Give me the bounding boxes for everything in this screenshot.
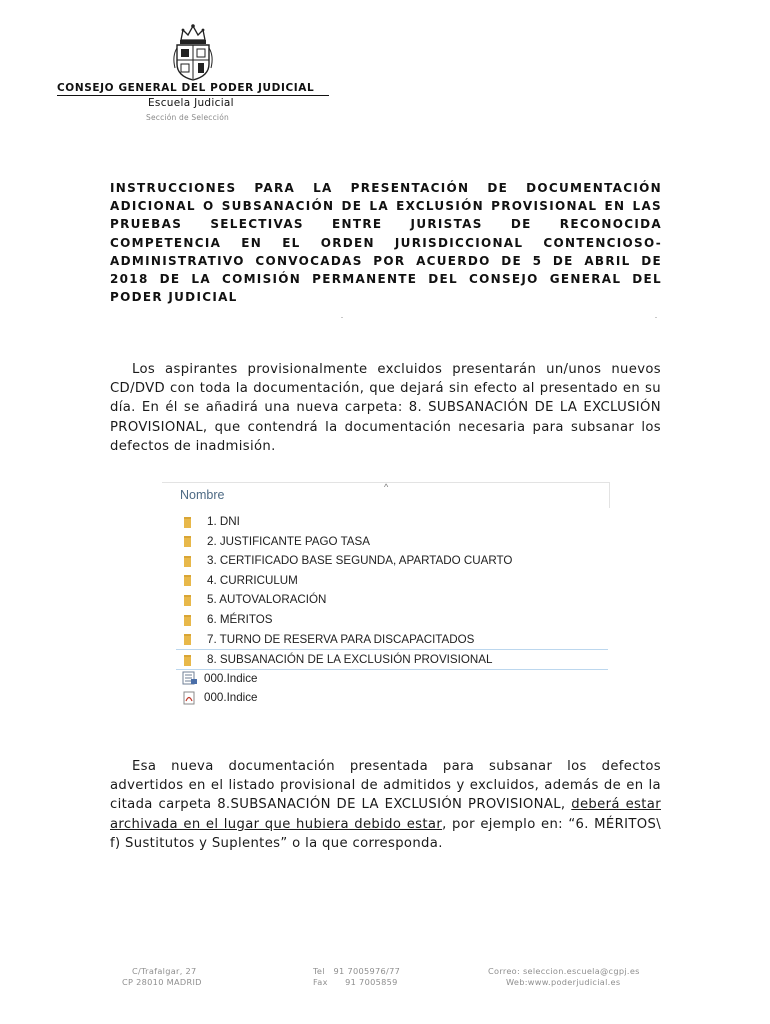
faint-mark <box>341 317 343 318</box>
footer-web: Web:www.poderjudicial.es <box>506 977 621 987</box>
file-explorer-screenshot <box>162 482 610 707</box>
footer-email: Correo: seleccion.escuela@cgpj.es <box>488 966 640 976</box>
school-name: Escuela Judicial <box>148 97 234 109</box>
sort-indicator-icon: ^ <box>384 482 389 492</box>
footer-tel: Tel 91 7005976/77 <box>313 966 401 976</box>
explorer-list-item[interactable] <box>178 551 610 570</box>
folder-icon <box>184 555 198 567</box>
paragraph-2-underlined: deberá estar archivada en el lugar que hubiera debido estar <box>110 797 661 832</box>
coat-of-arms-logo <box>171 22 215 84</box>
section-name: Sección de Selección <box>146 113 229 122</box>
paragraph-2-text: Esa nueva documentación presentada para subsanar los defectos advertidos en el listado provisional de admitidos y excluidos, además de en la citada carpeta 8.SUBSANACIÓN DE LA EXCLUSIÓN PROVISIONAL, <box>110 759 661 813</box>
footer-address-line2: CP 28010 MADRID <box>122 977 202 987</box>
explorer-item-label: 4. CURRICULUM <box>207 573 298 587</box>
explorer-header-divider <box>609 482 610 508</box>
explorer-item-label: 8. SUBSANACIÓN DE LA EXCLUSIÓN PROVISIONAL <box>207 653 493 667</box>
folder-icon <box>184 574 198 586</box>
folder-icon <box>184 654 198 666</box>
explorer-list-item[interactable] <box>178 630 610 649</box>
folder-icon <box>184 614 198 626</box>
folder-icon <box>184 594 198 606</box>
explorer-item-label: 3. CERTIFICADO BASE SEGUNDA, APARTADO CUARTO <box>207 554 513 568</box>
document-title: INSTRUCCIONES PARA LA PRESENTACIÓN DE DOCUMENTACIÓN ADICIONAL O SUBSANACIÓN DE LA EXCLUSIÓN PROVISIONAL EN LAS PRUEBAS SELECTIVAS ENTRE JURISTAS DE RECONOCIDA COMPETENCIA EN EL ORDEN JURISDICCIONAL CONTENCIOSO-ADMINISTRATIVO CONVOCADAS POR ACUERDO DE 5 DE ABRIL DE 2018 DE LA COMISIÓN PERMANENTE DEL CONSEJO GENERAL DEL PODER JUDICIAL <box>110 181 662 305</box>
document-icon <box>182 671 198 685</box>
footer-address-line1: C/Trafalgar, 27 <box>132 966 197 976</box>
explorer-list-item[interactable] <box>178 590 610 609</box>
organization-name: CONSEJO GENERAL DEL PODER JUDICIAL <box>57 82 329 96</box>
explorer-list-item[interactable] <box>178 532 610 551</box>
explorer-list-item[interactable] <box>178 688 610 707</box>
explorer-list-item[interactable] <box>178 610 610 629</box>
explorer-item-label: 000.Indice <box>204 671 258 685</box>
explorer-item-label: 7. TURNO DE RESERVA PARA DISCAPACITADOS <box>207 632 475 646</box>
explorer-list-item[interactable] <box>176 649 608 670</box>
footer-fax: Fax 91 7005859 <box>313 977 398 987</box>
explorer-item-label: 1. DNI <box>207 515 240 528</box>
paragraph-1-text: Los aspirantes provisionalmente excluidos presentarán un/unos nuevos CD/DVD con toda la documentación, que dejará sin efecto al presentado en su día. En él se añadirá una nueva carpeta: 8. SUBSANACIÓN DE LA EXCLUSIÓN PROVISIONAL, que contendrá la documentación necesaria para subsanar los defectos de inadmisión. <box>110 362 661 454</box>
explorer-item-label: 5. AUTOVALORACIÓN <box>207 593 327 607</box>
explorer-list-item[interactable] <box>178 512 610 531</box>
explorer-list-item[interactable] <box>178 571 610 590</box>
explorer-item-label: 2. JUSTIFICANTE PAGO TASA <box>207 534 370 548</box>
explorer-item-label: 000.Indice <box>204 691 258 705</box>
explorer-list-item[interactable] <box>178 669 610 688</box>
folder-icon <box>184 535 198 547</box>
folder-icon <box>184 633 198 645</box>
explorer-item-label: 6. MÉRITOS <box>207 613 273 626</box>
paragraph-1 <box>110 360 661 456</box>
faint-mark <box>655 317 657 318</box>
paragraph-2-text-end: , por ejemplo en: “6. MÉRITOS\ f) Sustitutos y Suplentes” o la que corresponda. <box>110 816 661 851</box>
folder-icon <box>184 516 198 528</box>
paragraph-2 <box>110 757 661 853</box>
column-header-name: Nombre <box>180 488 225 502</box>
pdf-icon <box>182 691 198 705</box>
